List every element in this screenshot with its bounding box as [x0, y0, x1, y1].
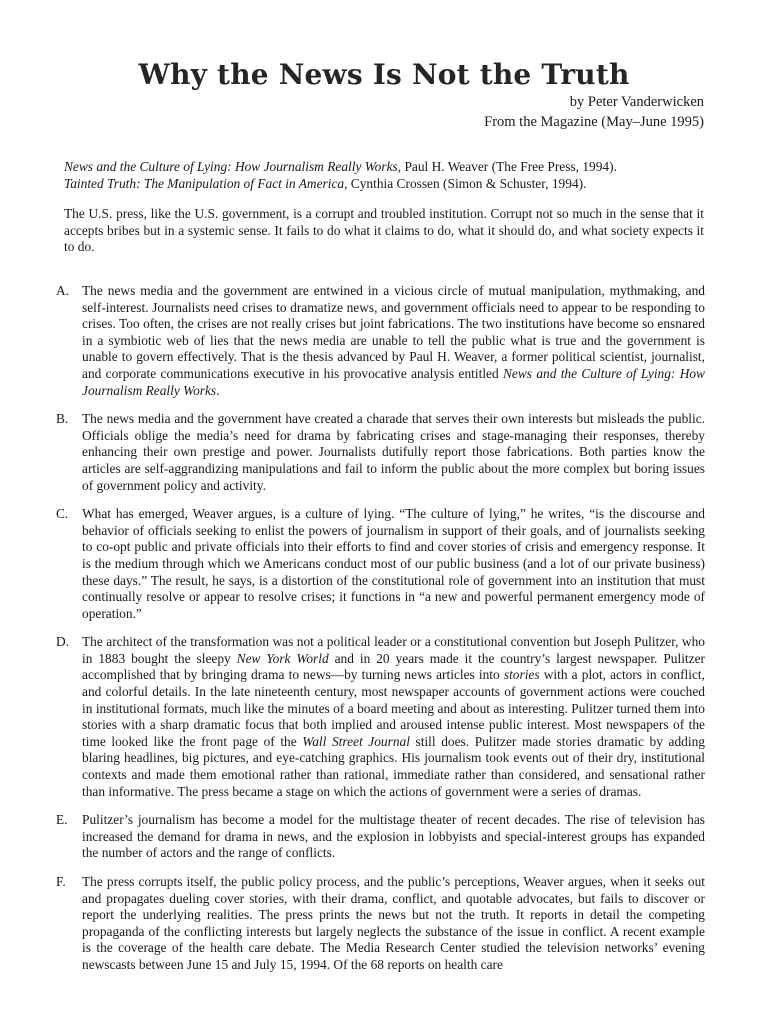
paragraph-letter: C. [56, 506, 69, 522]
author-line: by Peter Vanderwicken [569, 94, 704, 110]
paragraph-e [56, 812, 705, 862]
article-title: Why the News Is Not the Truth [138, 58, 630, 91]
text-run: . [216, 382, 220, 398]
text-run: with a plot, actors in conflict, and colorful details. In the late nineteenth century, most newspaper accounts of government actions were couched in institutional formats, much like the minutes of a board meeting and about as interesting. Pulitzer turned them into stories with a sharp dramatic focus that both implied and aroused intense public interest. Most newspapers of the time looked like the front page of the [82, 667, 705, 749]
lettered-paragraph-list [56, 283, 705, 986]
paragraph-letter: A. [56, 283, 70, 298]
paragraph-letter: E. [56, 812, 68, 828]
reference-1 [64, 158, 704, 175]
paragraph-letter: F. [56, 874, 66, 889]
paragraph-letter: B. [56, 411, 69, 427]
text-run: The news media and the government are entwined in a vicious circle of mutual manipulation, mythmaking, and self-interest. Journalists need crises to dramatize news, and government officials need to appear to be responding to crises. Too often, the crises are not really crises but joint fabrications. The two institutions have become so ensnared in a symbiotic web of lies that the news media are unable to tell the public what is true and the government is unable to govern effectively. That is the thesis advanced by Paul H. Weaver, a former political scientist, journalist, and corporate communications executive in his provocative analysis entitled [82, 283, 705, 381]
reference-1-details: Paul H. Weaver (The Free Press, 1994). [401, 159, 617, 174]
paragraph-text [82, 634, 705, 798]
italic-title: New York World [236, 650, 329, 666]
reference-2-title: Tainted Truth: The Manipulation of Fact in America, [64, 176, 348, 191]
paragraph-text [82, 411, 705, 492]
book-references [64, 158, 704, 192]
text-run: What has emerged, Weaver argues, is a culture of lying. “The culture of lying,” he writes, “is the discourse and behavior of officials seeking to enlist the powers of journalism in support of their goals, and of journalists seeking to co-opt public and private officials into their efforts to find and cover stories of crisis and emergency response. It is the medium through which we Americans conduct most of our public business (and a lot of our private business) these days.” The result, he says, is a distortion of the constitutional role of government into an institution that must continually resolve or appear to resolve crises; it functions in “a new and powerful permanent emergency mode of operation.” [82, 506, 705, 621]
paragraph-letter: D. [56, 634, 70, 650]
italic-title: stories [503, 667, 540, 683]
reference-1-title: News and the Culture of Lying: How Journalism Really Works, [64, 159, 402, 174]
reference-2-details: Cynthia Crossen (Simon & Schuster, 1994). [347, 176, 587, 191]
text-run: Pulitzer’s journalism has become a model for the multistage theater of recent decades. The rise of television has increased the demand for drama in news, and the explosion in lobbyists and special-interest groups has expanded the number of actors and the range of conflicts. [82, 812, 705, 861]
text-run: The architect of the transformation was not a political leader or a constitutional convention but Joseph Pulitzer, who in 1883 bought the sleepy [82, 634, 705, 666]
text-run: and in 20 years made it the country’s largest newspaper. Pulitzer accomplished that by bringing drama to news—by turning news articles into [82, 650, 705, 683]
paragraph-text [82, 283, 705, 398]
italic-title: News and the Culture of Lying: How Journalism Really Works [82, 365, 705, 398]
paragraph-text [82, 506, 705, 621]
paragraph-a [56, 283, 705, 399]
paragraph-b [56, 411, 705, 494]
paragraph-text [82, 874, 705, 972]
text-run: still does. Pulitzer made stories dramatic by adding blaring headlines, big pictures, and eye-catching graphics. His journalism took events out of their dry, institutional contexts and made them emotional rather than rational, immediate rather than considered, and sensational rather than informative. The press became a stage on which the actions of government were a series of dramas. [82, 733, 705, 799]
paragraph-c [56, 506, 705, 622]
text-run: The press corrupts itself, the public policy process, and the public’s perceptions, Weaver argues, when it seeks out and propagates dueling cover stories, with their drama, conflict, and quotable advocates, but fails to discover or report the underlying realities. The press prints the news but not the truth. It reports in detail the competing propaganda of the conflicting interests but largely neglects the substance of the issue in conflict. A recent example is the coverage of the health care debate. The Media Research Center studied the television networks’ evening newscasts between June 15 and July 15, 1994. Of the 68 reports on health care [82, 874, 705, 972]
text-run: The news media and the government have created a charade that serves their own interests but misleads the public. Officials oblige the media’s need for drama by fabricating crises and stage-managing their responses, thereby enhancing their own prestige and power. Journalists dutifully report those fabrications. Both parties know the articles are self-aggrandizing manipulations and fail to inform the public about the more complex but boring issues of government policy and activity. [82, 411, 705, 493]
paragraph-d [56, 634, 705, 800]
intro-paragraph: The U.S. press, like the U.S. government, is a corrupt and troubled institution. Corrupt not so much in the sense that it accepts bribes but in a systemic sense. It fails to do what it claims to do, what it should do, and what society expects it to do. [64, 206, 704, 255]
italic-title: Wall Street Journal [302, 733, 410, 749]
paragraph-text [82, 812, 705, 860]
reference-2 [64, 175, 704, 192]
paragraph-f [56, 874, 705, 974]
byline [484, 92, 704, 132]
source-line: From the Magazine (May–June 1995) [484, 114, 704, 130]
